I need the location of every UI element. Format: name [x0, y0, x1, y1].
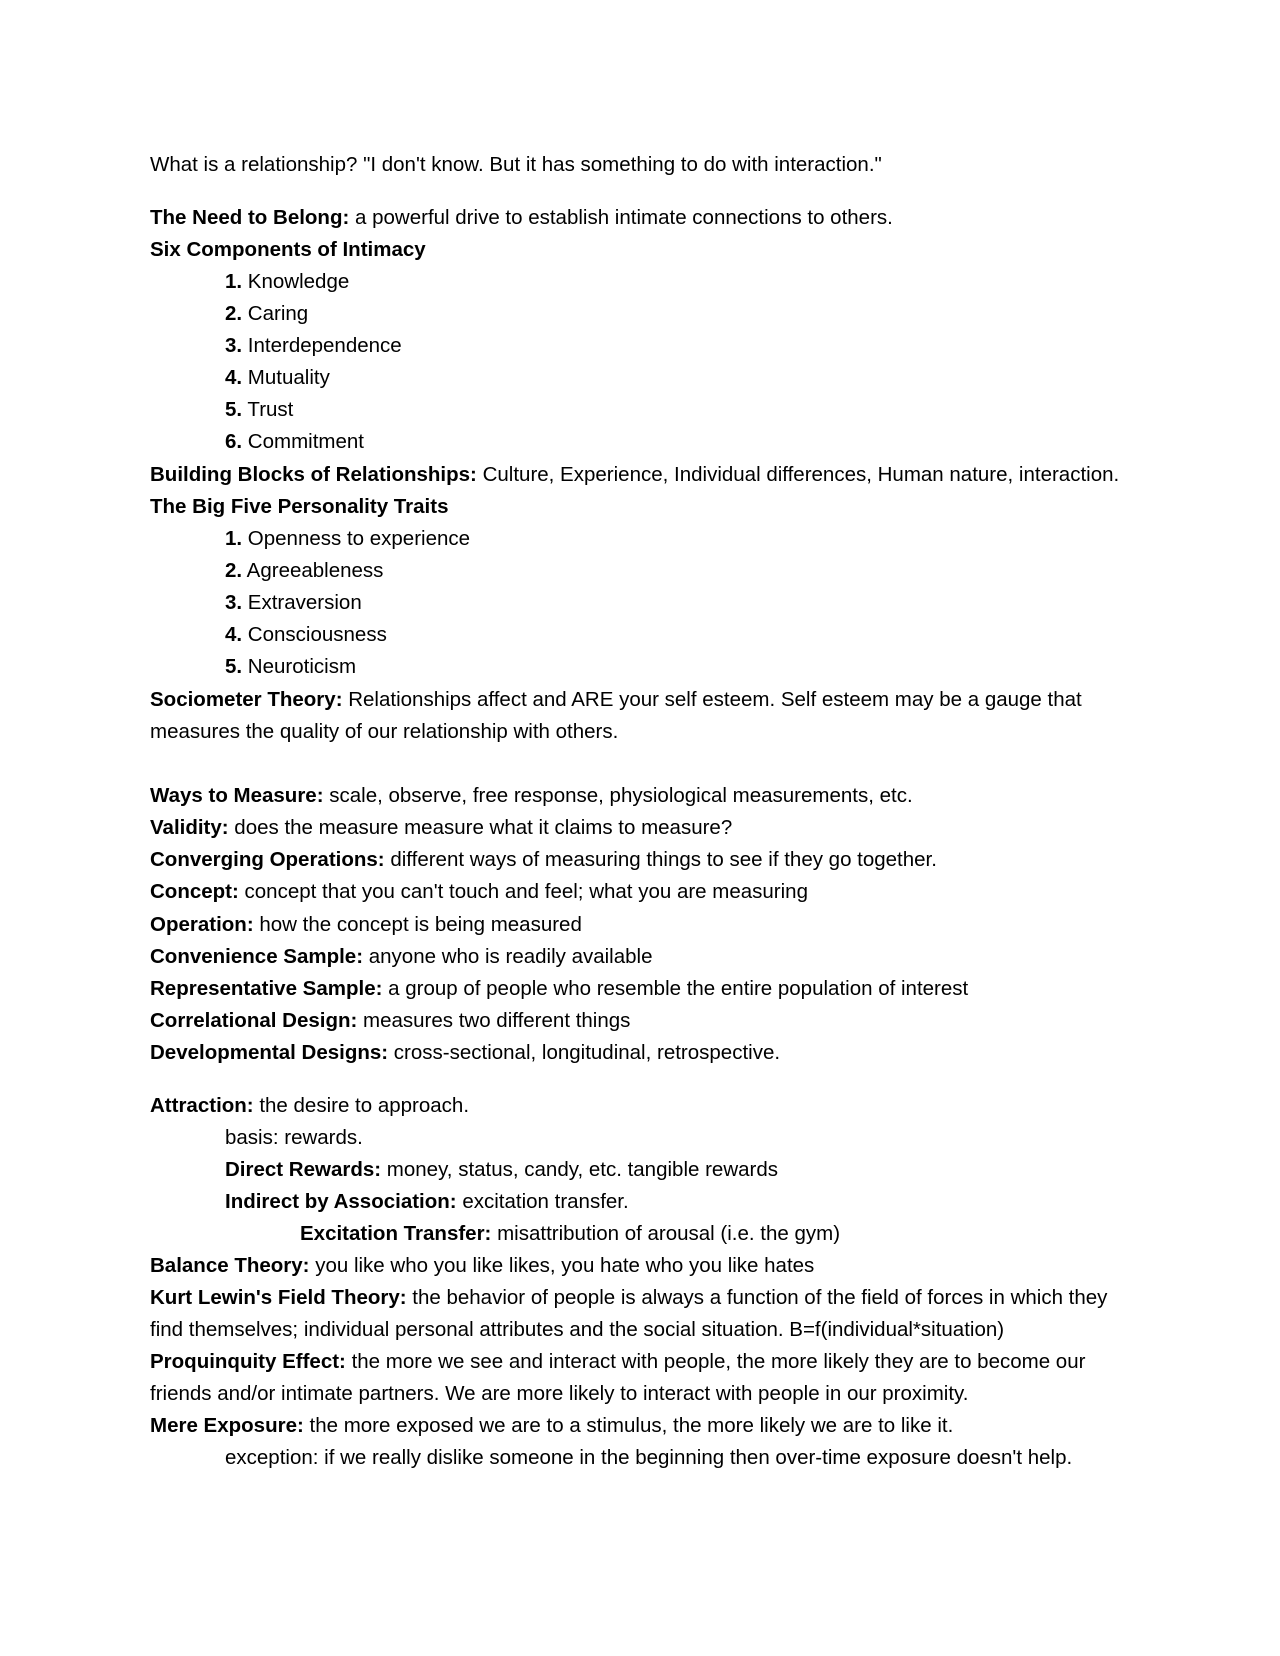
definition-text: anyone who is readily available [363, 945, 653, 968]
attraction-line [150, 1090, 469, 1122]
six-components-heading-text: Six Components of Intimacy [150, 238, 426, 261]
mere-exposure-exception: exception: if we really dislike someone in the beginning then over-time exposure doesn't help. [225, 1446, 1073, 1469]
proquinquity-continuation: friends and/or intimate partners. We are more likely to interact with people in our proximity. [150, 1382, 969, 1405]
definition-text: scale, observe, free response, physiological measurements, etc. [323, 784, 913, 807]
balance-theory-term: Balance Theory: [150, 1254, 310, 1277]
list-item [225, 330, 402, 362]
field-theory-continuation: find themselves; individual personal attributes and the social situation. B=f(individual*situation) [150, 1318, 1005, 1341]
list-item-number: 4. [225, 623, 243, 646]
excitation-transfer-definition: misattribution of arousal (i.e. the gym) [491, 1222, 841, 1245]
attraction-term: Attraction: [150, 1094, 254, 1117]
proquinquity-term: Proquinquity Effect: [150, 1350, 346, 1373]
list-item [225, 426, 364, 458]
sociometer-continuation: measures the quality of our relationship with others. [150, 720, 619, 743]
definition-text: measures two different things [357, 1009, 631, 1032]
six-components-heading [150, 234, 426, 266]
definition-line [150, 973, 968, 1005]
excitation-transfer-line [300, 1218, 840, 1250]
excitation-transfer-term: Excitation Transfer: [300, 1222, 492, 1245]
list-item-number: 1. [225, 527, 243, 550]
list-item-text: Extraversion [242, 591, 362, 614]
list-item-text: Caring [242, 302, 309, 325]
definition-text: how the concept is being measured [253, 913, 582, 936]
list-item [225, 651, 356, 683]
list-item [225, 362, 330, 394]
definition-line [150, 909, 582, 941]
list-item-text: Agreeableness [242, 559, 384, 582]
list-item-number: 6. [225, 430, 243, 453]
need-to-belong-term: The Need to Belong: [150, 206, 350, 229]
definition-line [150, 844, 937, 876]
field-theory-line [150, 1282, 1107, 1314]
proquinquity-definition: the more we see and interact with people, the more likely they are to become our [345, 1350, 1086, 1373]
list-item-number: 2. [225, 302, 243, 325]
definition-text: does the measure measure what it claims to measure? [228, 816, 733, 839]
list-item [225, 555, 383, 587]
big-five-heading [150, 491, 448, 523]
indirect-association-definition: excitation transfer. [456, 1190, 629, 1213]
definition-term: Concept: [150, 880, 239, 903]
list-item-number: 5. [225, 398, 243, 421]
big-five-heading-text: The Big Five Personality Traits [150, 495, 449, 518]
definition-line [150, 941, 653, 973]
list-item [225, 523, 470, 555]
list-item [225, 619, 387, 651]
attraction-definition: the desire to approach. [253, 1094, 470, 1117]
list-item-number: 2. [225, 559, 243, 582]
list-item-number: 1. [225, 270, 243, 293]
definition-term: Ways to Measure: [150, 784, 324, 807]
list-item-number: 3. [225, 591, 243, 614]
list-item [225, 587, 362, 619]
definition-term: Correlational Design: [150, 1009, 358, 1032]
definition-text: different ways of measuring things to see if they go together. [384, 848, 937, 871]
mere-exposure-definition: the more exposed we are to a stimulus, the more likely we are to like it. [303, 1414, 954, 1437]
attraction-basis: basis: rewards. [225, 1126, 363, 1149]
definition-line [150, 812, 732, 844]
building-blocks-term: Building Blocks of Relationships: [150, 463, 477, 486]
mere-exposure-term: Mere Exposure: [150, 1414, 304, 1437]
definition-term: Representative Sample: [150, 977, 383, 1000]
indirect-association-line [225, 1186, 629, 1218]
sociometer-line [150, 684, 1082, 716]
definition-text: a group of people who resemble the entire population of interest [382, 977, 969, 1000]
definition-term: Validity: [150, 816, 229, 839]
sociometer-term: Sociometer Theory: [150, 688, 343, 711]
list-item-text: Commitment [242, 430, 364, 453]
direct-rewards-term: Direct Rewards: [225, 1158, 382, 1181]
list-item-text: Trust [242, 398, 294, 421]
mere-exposure-line [150, 1410, 953, 1442]
intro-line: What is a relationship? "I don't know. But it has something to do with interaction." [150, 153, 882, 176]
list-item-number: 5. [225, 655, 243, 678]
direct-rewards-definition: money, status, candy, etc. tangible rewards [381, 1158, 779, 1181]
definition-line [150, 780, 913, 812]
need-to-belong-definition: a powerful drive to establish intimate connections to others. [349, 206, 893, 229]
definition-line [150, 1005, 630, 1037]
definition-text: cross-sectional, longitudinal, retrospective. [388, 1041, 781, 1064]
list-item-text: Openness to experience [242, 527, 471, 550]
definition-term: Developmental Designs: [150, 1041, 389, 1064]
list-item-text: Neuroticism [242, 655, 357, 678]
definition-line [150, 876, 808, 908]
definition-term: Operation: [150, 913, 254, 936]
sociometer-definition: Relationships affect and ARE your self esteem. Self esteem may be a gauge that [342, 688, 1082, 711]
definition-line [150, 1037, 780, 1069]
definition-text: concept that you can't touch and feel; what you are measuring [238, 880, 808, 903]
proquinquity-line [150, 1346, 1085, 1378]
definition-term: Converging Operations: [150, 848, 385, 871]
list-item [225, 266, 349, 298]
definition-term: Convenience Sample: [150, 945, 364, 968]
list-item-number: 4. [225, 366, 243, 389]
direct-rewards-line [225, 1154, 778, 1186]
field-theory-term: Kurt Lewin's Field Theory: [150, 1286, 407, 1309]
balance-theory-line [150, 1250, 814, 1282]
need-to-belong-line [150, 202, 893, 234]
list-item [225, 394, 293, 426]
building-blocks-line [150, 459, 1119, 491]
indirect-association-term: Indirect by Association: [225, 1190, 457, 1213]
balance-theory-definition: you like who you like likes, you hate who you like hates [309, 1254, 815, 1277]
building-blocks-definition: Culture, Experience, Individual differences, Human nature, interaction. [476, 463, 1120, 486]
list-item [225, 298, 308, 330]
list-item-text: Consciousness [242, 623, 387, 646]
list-item-text: Interdependence [242, 334, 402, 357]
list-item-number: 3. [225, 334, 243, 357]
list-item-text: Mutuality [242, 366, 330, 389]
list-item-text: Knowledge [242, 270, 350, 293]
field-theory-definition: the behavior of people is always a function of the field of forces in which they [406, 1286, 1108, 1309]
